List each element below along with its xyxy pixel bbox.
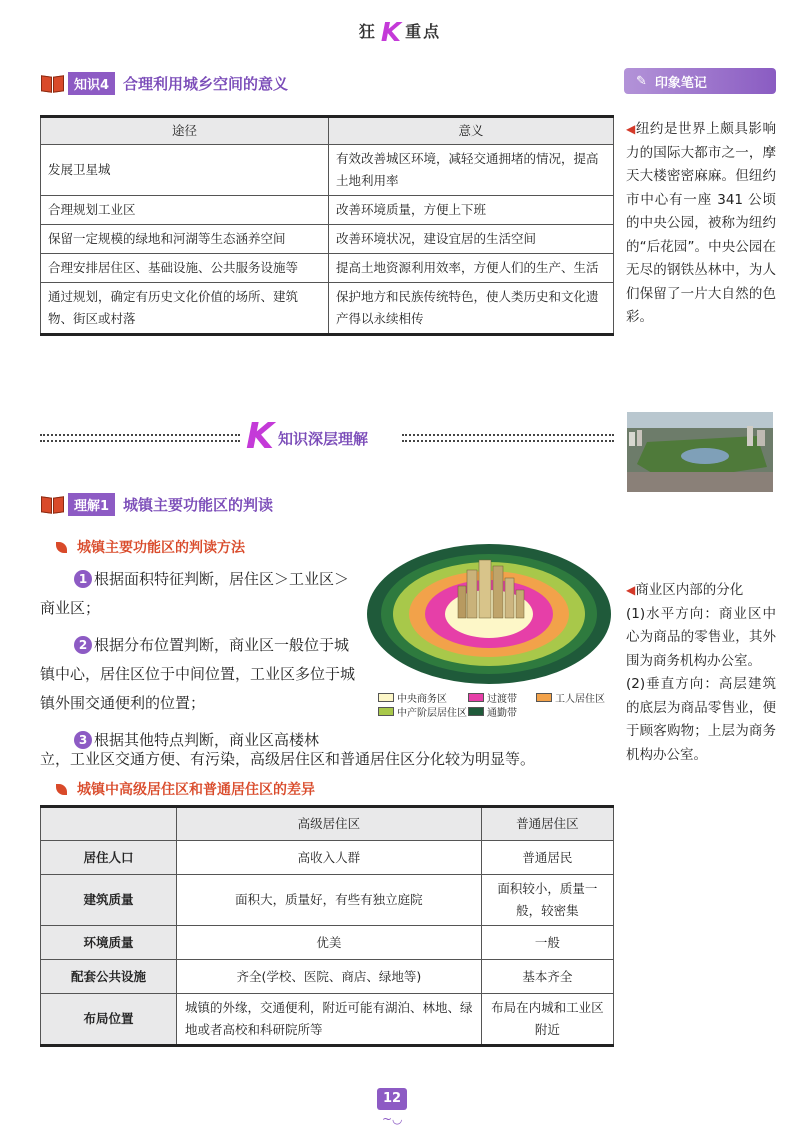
banner-title: 知识深层理解 <box>278 430 369 448</box>
triangle-marker-icon: ◀ <box>626 122 636 136</box>
table-row <box>41 196 614 225</box>
divider <box>402 434 614 442</box>
page-header <box>0 18 800 48</box>
divider <box>40 434 240 442</box>
central-park-photo <box>627 412 773 492</box>
table-cell: 面积较小，质量一般，较密集 <box>481 875 613 926</box>
legend-item: 工人居住区 <box>536 690 605 705</box>
swirl-icon: ~◡ <box>382 1112 403 1126</box>
table-header: 途径 <box>41 117 329 145</box>
number-2-icon: 2 <box>74 636 92 654</box>
deep-understanding-banner <box>40 416 614 458</box>
subheading-text: 城镇中高级居住区和普通居住区的差异 <box>77 782 315 798</box>
book-icon <box>40 495 66 515</box>
table-row <box>41 145 614 196</box>
table-cell: 优美 <box>177 926 482 960</box>
leaf-icon <box>56 542 67 553</box>
legend-swatch <box>378 707 394 716</box>
section4-tag: 知识4 <box>68 72 115 95</box>
method-item: 1 根据面积特征判断，居住区＞工业区＞商业区； <box>40 570 350 617</box>
table-cell: 一般 <box>481 926 613 960</box>
subheading-method <box>56 537 245 557</box>
understanding1-tag: 理解1 <box>68 493 115 516</box>
table-cell: 齐全(学校、医院、商店、绿地等) <box>177 960 482 994</box>
understanding1-title: 城镇主要功能区的判读 <box>123 496 274 514</box>
leaf-icon <box>56 784 67 795</box>
row-header: 布局位置 <box>41 994 177 1046</box>
table-row <box>41 225 614 254</box>
table-cell: 面积大，质量好，有些有独立庭院 <box>177 875 482 926</box>
side-note-text: 纽约是世界上颇具影响力的国际大都市之一，摩天大楼密密麻麻。但纽约市中心有一座 341 公顷的中央公园，被称为纽约的“后花园”。中央公园在无尽的钢铁丛林中，为人们保留了一片大自然的色彩。 <box>626 121 777 325</box>
legend-swatch <box>536 693 552 702</box>
legend-item: 中央商务区 <box>378 690 447 705</box>
table-cell: 合理安排居住区、基础设施、公共服务设施等 <box>41 254 329 283</box>
side-note-text: (2)垂直方向：高层建筑的底层为商品零售业，便于顾客购物；上层为商务机构办公室。 <box>626 676 776 763</box>
table-row <box>41 283 614 335</box>
section4-heading <box>40 72 288 95</box>
table-row <box>41 254 614 283</box>
table-cell: 基本齐全 <box>481 960 613 994</box>
table-cell: 保护地方和民族传统特色，使人类历史和文化遗产得以永续相传 <box>329 283 614 335</box>
table-row <box>41 841 614 875</box>
table-header: 普通居住区 <box>481 807 613 841</box>
row-header: 配套公共设施 <box>41 960 177 994</box>
side-note-tag <box>624 68 776 94</box>
subheading-text: 城镇主要功能区的判读方法 <box>77 540 245 556</box>
header-right: 重点 <box>405 22 442 41</box>
row-header: 环境质量 <box>41 926 177 960</box>
table-header: 意义 <box>329 117 614 145</box>
table-cell: 高收入人群 <box>177 841 482 875</box>
number-3-icon: 3 <box>74 731 92 749</box>
table-row <box>41 875 614 926</box>
table-cell: 合理规划工业区 <box>41 196 329 225</box>
table-cell: 改善环境状况，建设宜居的生活空间 <box>329 225 614 254</box>
table-header <box>41 807 177 841</box>
table-row <box>41 926 614 960</box>
method-text <box>40 565 360 755</box>
section4-title: 合理利用城乡空间的意义 <box>123 75 289 93</box>
city-zone-diagram <box>364 536 614 686</box>
residential-comparison-table <box>40 805 614 1047</box>
side-note-title: 商业区内部的分化 <box>635 582 744 598</box>
legend-swatch <box>468 707 484 716</box>
book-icon <box>40 74 66 94</box>
method-item: 3 根据其他特点判断，商业区高楼林 <box>40 726 360 755</box>
table-cell: 保留一定规模的绿地和河湖等生态涵养空间 <box>41 225 329 254</box>
legend-item: 中产阶层居住区 <box>378 704 467 719</box>
triangle-marker-icon: ◀ <box>626 583 636 597</box>
legend-item: 过渡带 <box>468 690 517 705</box>
table-cell: 发展卫星城 <box>41 145 329 196</box>
side-note-commercial <box>626 579 776 767</box>
table-header: 高级居住区 <box>177 807 482 841</box>
table-cell: 提高土地资源利用效率，方便人们的生产、生活 <box>329 254 614 283</box>
header-left: 狂 <box>358 22 377 41</box>
number-1-icon: 1 <box>74 570 92 588</box>
table-cell: 改善环境质量，方便上下班 <box>329 196 614 225</box>
table-cell: 通过规划，确定有历史文化价值的场所、建筑物、街区或村落 <box>41 283 329 335</box>
table-row <box>41 960 614 994</box>
legend-swatch <box>468 693 484 702</box>
table-row <box>41 994 614 1046</box>
row-header: 居住人口 <box>41 841 177 875</box>
subheading-difference <box>56 779 315 799</box>
understanding1-heading <box>40 493 273 516</box>
page-number: 12 <box>377 1088 407 1110</box>
method-item-continued: 立，工业区交通方便、有污染，高级居住区和普通居住区分化较为明显等。 <box>40 750 536 768</box>
row-header: 建筑质量 <box>41 875 177 926</box>
banner-k-logo: K <box>246 416 274 457</box>
legend-swatch <box>378 693 394 702</box>
side-note-tag-label: 印象笔记 <box>654 75 707 91</box>
header-k-logo: K <box>380 18 402 48</box>
table-cell: 有效改善城区环境，减轻交通拥堵的情况，提高土地利用率 <box>329 145 614 196</box>
table-cell: 布局在内城和工业区附近 <box>481 994 613 1046</box>
method-item: 2 根据分布位置判断，商业区一般位于城镇中心，居住区位于中间位置，工业区多位于城镇外围交通便利的位置； <box>40 636 356 712</box>
side-note-text: (1)水平方向：商业区中心为商品的零售业，其外围为商务机构办公室。 <box>626 605 776 669</box>
side-note-newyork <box>626 118 776 330</box>
table-cell: 城镇的外缘，交通便利，附近可能有湖泊、林地、绿地或者高校和科研院所等 <box>177 994 482 1046</box>
table-cell: 普通居民 <box>481 841 613 875</box>
meaning-table <box>40 115 614 336</box>
legend-item: 通勤带 <box>468 704 517 719</box>
note-icon: ✎ <box>636 73 647 89</box>
